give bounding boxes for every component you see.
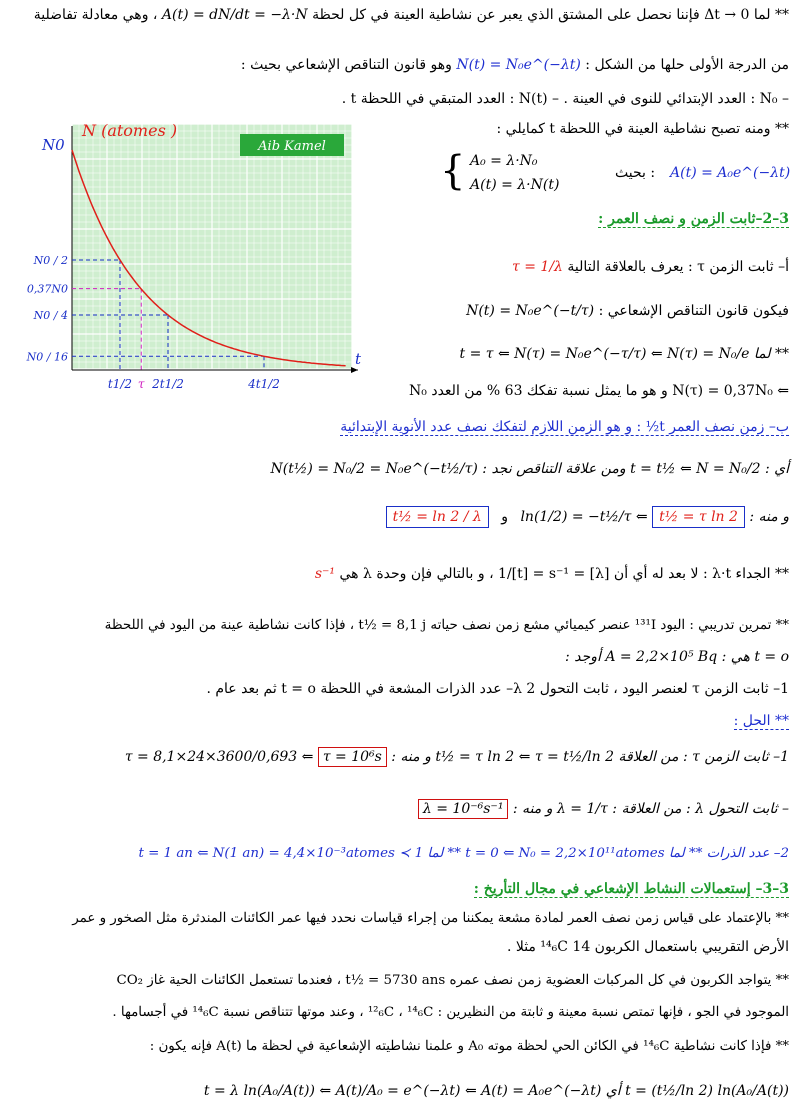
dating-formula <box>204 1082 789 1100</box>
half-life-ln-step: و منه : ln(1/2) = −t½/τ ⇐ <box>520 509 789 525</box>
y-tick-label: 0,37N0 <box>26 282 68 296</box>
x-tick-label: t1/2 <box>107 377 133 391</box>
solution-lambda-box: λ = 10⁻⁶s⁻¹ <box>418 799 509 819</box>
n-tau-derivation <box>460 345 790 363</box>
exercise-data-text: t = o هي : A = 2,2×10⁵ Bq أوجد : <box>565 649 789 665</box>
intro-derivative <box>34 6 789 24</box>
grid-lines <box>72 124 352 370</box>
decay-law-tau-eq: N(t) = N₀e^(−t/τ) <box>466 303 595 319</box>
decay-law-line <box>241 56 789 74</box>
dimension-line <box>315 565 789 583</box>
half-life-definition-text: ب– زمن نصف العمر t½ : و هو الزمن اللازم لتفكك نصف عدد الأنوية الإبتدائية <box>340 419 789 435</box>
carbon-paragraph-3 <box>150 1038 789 1056</box>
activity-such-that: بحيث : <box>615 165 656 181</box>
decay-graph <box>10 120 370 410</box>
intro-text: ** لما Δt → 0 فإننا نحصل على المشتق الذي يعبر عن نشاطية العينة في كل لحظة <box>312 7 789 23</box>
carbon-text-3: ** فإذا كانت نشاطية ¹⁴₆C في الكائن الحي لحظة موته A₀ و علمنا نشاطيته الإشعاعية في لحظة ما A(t) فإنه يكون : <box>149 1039 789 1054</box>
y-tick-label: N0 / 4 <box>33 309 68 322</box>
half-life-definition <box>340 418 789 436</box>
brace-icon: { <box>440 148 466 194</box>
y-tick-label: N0 / 2 <box>33 254 68 267</box>
and-word: و <box>501 509 508 525</box>
exercise-data <box>565 648 789 666</box>
solution-tau-box: τ = 10⁶s <box>318 747 387 767</box>
decay-law-tail: وهو قانون التناقص الإشعاعي بحيث : <box>240 57 452 73</box>
dating-formula-text: t = (t½/ln 2) ln(A₀/A(t)) أي t = λ ln(A₀/A(t)) ⇐ A(t)/A₀ = e^(−λt) ⇐ A(t) = A₀e^(−λt) <box>203 1083 789 1099</box>
system-eq-2: A(t) = λ·N(t) <box>470 177 560 193</box>
solution-lambda-text: – ثابت التحول λ : من العلاقة : λ = 1/τ و منه : <box>512 801 789 817</box>
intro-tail: ، وهي معادلة تفاضلية <box>33 7 158 23</box>
x-tick-label: 4t1/2 <box>248 377 280 391</box>
y-tick-label: N0 / 16 <box>26 350 68 364</box>
activity-intro-text: ** ومنه تصبح نشاطية العينة في اللحظة t كمايلي : <box>496 121 789 137</box>
half-life-box-tau: t½ = τ ln 2 <box>652 506 745 528</box>
solution-tau-text: 1– ثابت الزمن τ : من العلاقة t½ = τ ln 2 ⇐ τ = t½/ln 2 و منه : τ = 8,1×24×3600/0,693 ⇐ <box>124 749 789 765</box>
section-3-3-heading <box>474 880 789 898</box>
exercise-text: ** تمرين تدريبي : اليود ¹³¹I عنصر كيميائي مشع زمن نصف حياته t½ = 8,1 j ، فإذا كانت نشاطية عينة من اليود في اللحظة <box>104 618 789 633</box>
half-life-box-lambda: t½ = ln 2 / λ <box>386 506 489 528</box>
exercise-statement <box>105 617 789 635</box>
decay-graph-svg <box>10 120 370 410</box>
solution-heading <box>734 712 789 730</box>
section-3-2-heading <box>598 210 789 228</box>
solution-atoms-text: 2– عدد الذرات ** لما t = 0 ⇐ N₀ = 2,2×10¹¹atomes ** لما t = 1 an ⇐ N(1 an) = 4,4×10⁻³atomes ≺ 1 <box>138 846 789 861</box>
section-3-2-title: 3–2–ثابت الزمن و نصف العمر : <box>598 211 789 227</box>
decay-law-equation: N(t) = N₀e^(−λt) <box>456 57 581 73</box>
n-tau-derivation-text: ** لما t = τ ⇐ N(τ) = N₀e^(−τ/τ) ⇐ N(τ) = N₀/e <box>459 346 789 362</box>
activity-system <box>440 150 790 200</box>
n-tau-result-text: ⇐ N(τ) = 0,37N₀ و هو ما يمثل نسبة تفكك 63 % من العدد N₀ <box>409 383 789 399</box>
tau-equation: τ = 1/λ <box>512 259 563 275</box>
tau-definition <box>512 258 789 276</box>
half-life-derivation <box>271 460 789 478</box>
activity-equation: A(t) = dN/dt = −λ·N <box>161 7 308 23</box>
y-tick-labels <box>26 254 68 363</box>
solution-title: ** الحل : <box>733 713 789 729</box>
decay-law-tau <box>466 302 789 320</box>
exercise-questions-text: 1– ثابت الزمن τ لعنصر اليود ، ثابت التحول λ 2– عدد الذرات المشعة في اللحظة t = o ثم بعد عام . <box>206 681 789 697</box>
carbon-paragraph-2 <box>112 1004 789 1022</box>
definitions-line <box>342 90 789 108</box>
carbon-text-2: الموجود في الجو ، فإنها تمتص نسبة معينة و ثابتة من النظيرين : ¹²₆C ، ¹⁴₆C ، وعند موتها تتناقص نسبة ¹⁴₆C في أجسامها . <box>112 1005 789 1020</box>
n-tau-result <box>409 382 789 400</box>
tau-definition-text: أ– ثابت الزمن τ : يعرف بالعلاقة التالية <box>567 259 789 275</box>
decay-law-intro: من الدرجة الأولى حلها من الشكل : <box>585 57 789 73</box>
y-axis-label: N (atomes ) <box>82 121 178 140</box>
solution-tau <box>125 748 789 766</box>
x-tick-label: 2t1/2 <box>152 377 184 391</box>
author-label: Aib Kamel <box>258 139 326 154</box>
x-tick-label: τ <box>137 377 145 391</box>
dating-text-2: الأرض التقريبي باستعمال الكربون 14 ¹⁴₆C مثلا . <box>506 939 789 955</box>
dimension-text: ** الجداء λ·t : لا بعد له أي أن [λ] = 1/[t] = s⁻¹ ، و بالتالي فإن وحدة λ هي <box>339 566 789 582</box>
n0-label: N0 <box>42 136 65 154</box>
dating-text-1: ** بالإعتماد على قياس زمن نصف العمر لمادة مشعة يمكننا من إجراء قياسات نحدد فيها عمر الكائنات المندثرة مثل الصخور و عمر <box>72 911 789 926</box>
decay-law-tau-text: فيكون قانون التناقص الإشعاعي : <box>598 303 789 319</box>
x-variable-label: t <box>355 350 362 368</box>
carbon-paragraph-1 <box>116 972 789 990</box>
dating-paragraph-1 <box>72 910 789 928</box>
solution-lambda <box>418 800 789 818</box>
system-eq-1: A₀ = λ·N₀ <box>470 153 538 169</box>
lambda-unit: s⁻¹ <box>314 566 336 582</box>
x-tick-labels <box>108 377 280 391</box>
definitions-text: – N₀ : العدد الإبتدائي للنوى في العينة . – N(t) : العدد المتبقي في اللحظة t . <box>341 91 789 107</box>
half-life-results <box>386 508 789 526</box>
activity-intro <box>497 120 790 138</box>
section-3-3-title: 3–3– إستعمالات النشاط الإشعاعي في مجال التأريخ : <box>473 881 789 897</box>
dating-paragraph-2 <box>507 938 789 956</box>
exercise-questions <box>206 680 789 698</box>
half-life-derivation-text: أي : t = t½ ⇐ N = N₀/2 ومن علاقة التناقص نجد : N(t½) = N₀/2 = N₀e^(−t½/τ) <box>270 461 789 477</box>
carbon-text-1: ** يتواجد الكربون في كل المركبات العضوية زمن نصف عمره t½ = 5730 ans ، فعندما تستعمل الكائنات الحية غاز CO₂ <box>116 973 789 988</box>
solution-atoms <box>138 845 789 863</box>
activity-law: A(t) = A₀e^(−λt) <box>670 165 791 181</box>
